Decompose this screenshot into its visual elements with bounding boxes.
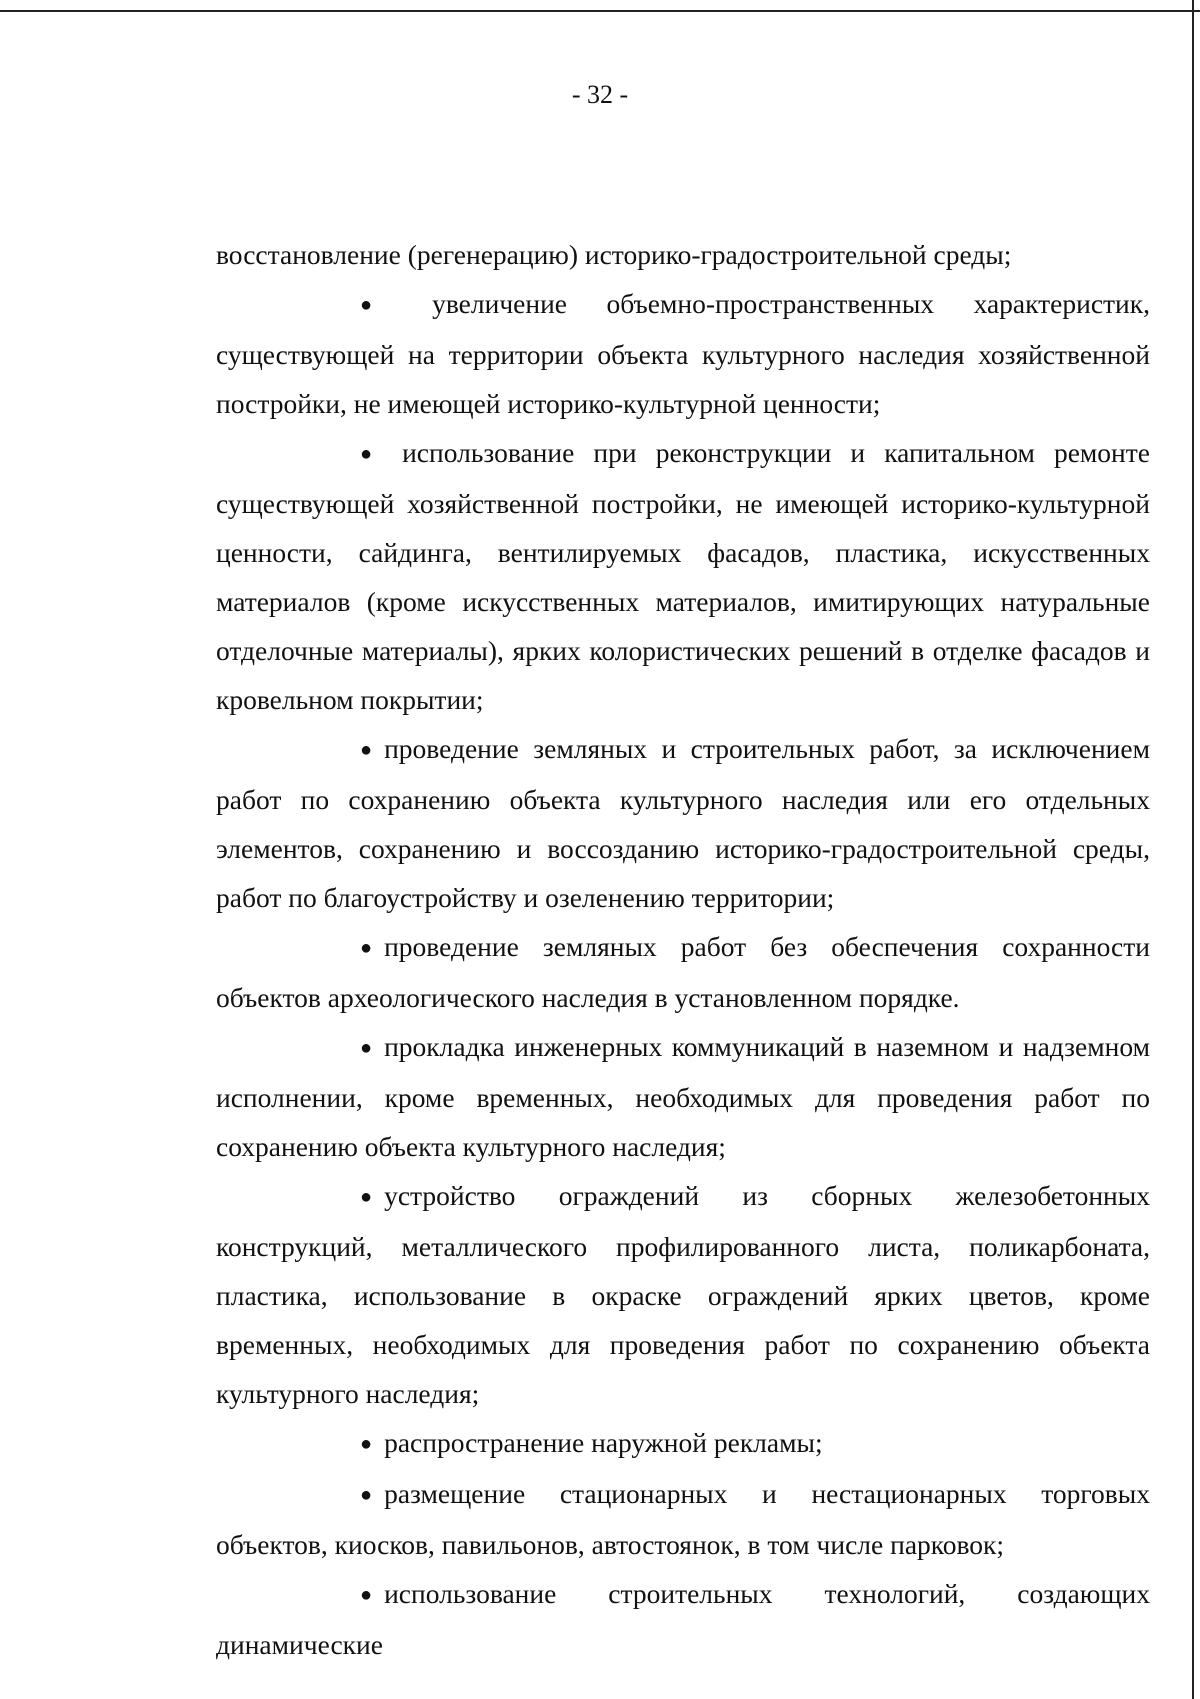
list-item — [216, 724, 1150, 922]
bullet-icon: ● — [360, 294, 373, 316]
bullet-icon: ● — [360, 1186, 373, 1208]
list-item-text: прокладка инженерных коммуникаций в наземном и надземном исполнении, кроме временных, необходимых для проведения работ по сохранению объекта культурного наследия; — [216, 1031, 1150, 1162]
list-item-text: увеличение объемно-пространственных характеристик, существующей на территории объекта культурного наследия хозяйственной постройки, не имеющей историко-культурной ценности; — [216, 288, 1150, 419]
list-item — [216, 1171, 1150, 1418]
list-item-text: использование строительных технологий, создающих динамические — [216, 1578, 1150, 1660]
scan-edge-right — [1192, 0, 1194, 1699]
bullet-icon: ● — [360, 1484, 373, 1506]
list-item — [216, 1022, 1150, 1171]
list-item — [216, 1569, 1150, 1669]
list-item-text: распространение наружной рекламы; — [384, 1427, 823, 1458]
intro-paragraph: восстановление (регенерацию) историко-градостроительной среды; — [216, 239, 1012, 270]
page-number: - 32 - — [571, 80, 629, 109]
scan-edge-top — [0, 10, 1200, 12]
list-item — [216, 922, 1150, 1022]
list-item-text: использование при реконструкции и капитальном ремонте существующей хозяйственной постройки, не имеющей историко-культурной ценности, сайдинга, вентилируемых фасадов, пластика, искусственных материалов (кроме искусственных материалов, имитирующих натуральные отделочные материалы), ярких колористических решений в отделке фасадов и кровельном покрытии; — [216, 437, 1150, 715]
bullet-icon: ● — [360, 1037, 373, 1059]
bullet-icon: ● — [360, 443, 373, 465]
list-item — [216, 428, 1150, 724]
list-item-text: устройство ограждений из сборных железобетонных конструкций, металлического профилированного листа, поликарбоната, пластика, использование в окраске ограждений ярких цветов, кроме временных, необходимых для проведения работ по сохранению объекта культурного наследия; — [216, 1180, 1150, 1409]
list-item — [216, 1469, 1150, 1569]
document-body — [216, 230, 1150, 1669]
bullet-icon: ● — [360, 739, 373, 761]
list-item-text: проведение земляных работ без обеспечения сохранности объектов археологического наследия в установленном порядке. — [216, 931, 1150, 1013]
list-item-text: проведение земляных и строительных работ, за исключением работ по сохранению объекта культурного наследия или его отдельных элементов, сохранению и воссозданию историко-градостроительной среды, работ по благоустройству и озеленению территории; — [216, 733, 1150, 913]
list-item — [216, 1418, 1150, 1469]
bullet-icon: ● — [360, 937, 373, 959]
list-item — [216, 279, 1150, 428]
bullet-icon: ● — [360, 1433, 373, 1455]
list-item-text: размещение стационарных и нестационарных торговых объектов, киосков, павильонов, автостоянок, в том числе парковок; — [216, 1478, 1150, 1560]
bullet-icon: ● — [360, 1584, 373, 1606]
